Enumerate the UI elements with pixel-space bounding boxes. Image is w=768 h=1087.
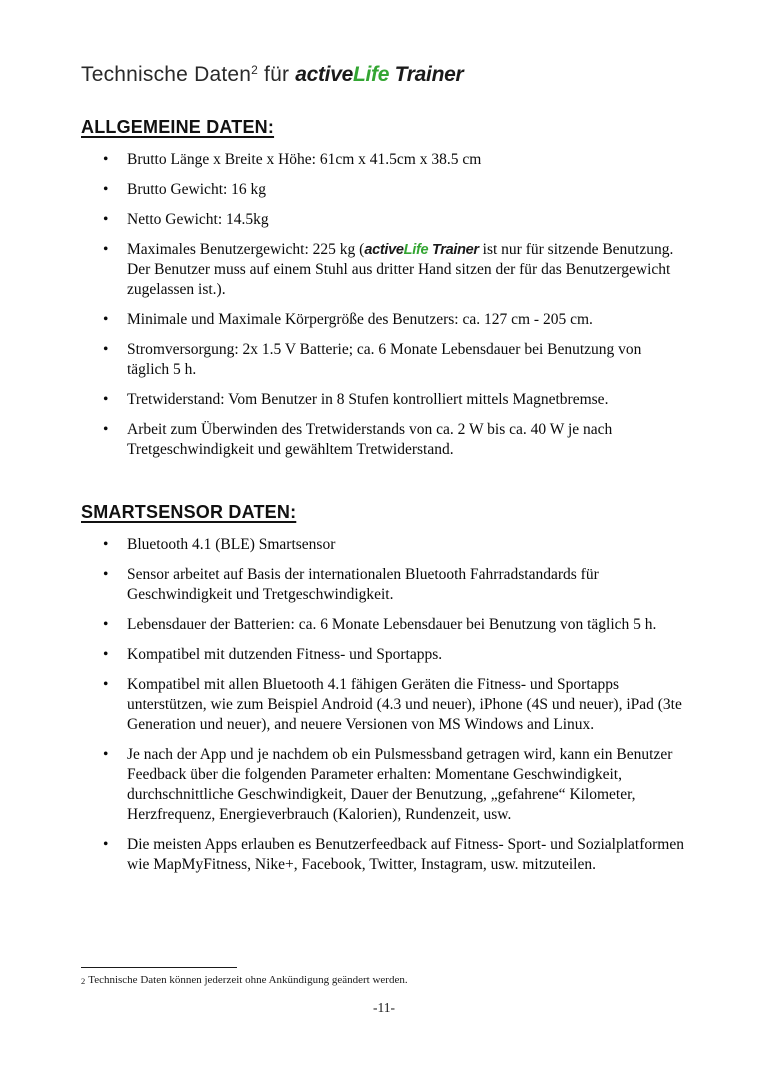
spec-item-abmessungen: • Brutto Länge x Breite x Höhe: 61cm x 41.5cm x 38.5 cm bbox=[81, 150, 687, 170]
activelife-trainer-logo bbox=[364, 242, 478, 258]
spec-item-arbeit: • Arbeit zum Überwinden des Tretwiderstands von ca. 2 W bis ca. 40 W je nach Tretgeschwindigkeit und gewähltem Tretwiderstand. bbox=[81, 420, 687, 460]
page-number: -11- bbox=[373, 1000, 395, 1015]
footnote-separator-rule bbox=[81, 967, 237, 968]
spec-item-sozialplatformen: • Die meisten Apps erlauben es Benutzerfeedback auf Fitness- Sport- und Sozialplatformen wie MapMyFitness, Nike+, Facebook, Twitter, Instagram, usw. mitzuteilen. bbox=[81, 835, 687, 875]
spec-item-stromversorgung: • Stromversorgung: 2x 1.5 V Batterie; ca. 6 Monate Lebensdauer bei Benutzung von täglich 5 h. bbox=[81, 340, 687, 380]
page-footer bbox=[81, 967, 687, 1016]
activelife-trainer-logo bbox=[295, 63, 463, 86]
spec-item-batterie-lebensdauer: • Lebensdauer der Batterien: ca. 6 Monate Lebensdauer bei Benutzung von täglich 5 h. bbox=[81, 615, 687, 635]
spec-item-koerpergroesse: • Minimale und Maximale Körpergröße des Benutzers: ca. 127 cm - 205 cm. bbox=[81, 310, 687, 330]
allgemeine-daten-list bbox=[81, 150, 687, 460]
section-heading-smartsensor-daten: SMARTSENSOR DATEN: bbox=[81, 502, 297, 522]
title-text: Technische Daten bbox=[81, 63, 252, 86]
page-title bbox=[81, 62, 687, 88]
logo-trainer: Trainer bbox=[428, 242, 479, 258]
spec-text-before-logo: Maximales Benutzergewicht: 225 kg ( bbox=[127, 241, 365, 258]
title-connector: für bbox=[258, 63, 296, 86]
spec-item-apps-kompatibel: • Kompatibel mit dutzenden Fitness- und Sportapps. bbox=[81, 645, 687, 665]
logo-life: Life bbox=[403, 242, 429, 258]
spec-item-netto-gewicht: • Netto Gewicht: 14.5kg bbox=[81, 210, 687, 230]
spec-item-tretwiderstand: • Tretwiderstand: Vom Benutzer in 8 Stufen kontrolliert mittels Magnetbremse. bbox=[81, 390, 687, 410]
spec-text-after-logo: ist nur für sitzende Benutzung. Der Benutzer muss auf einem Stuhl aus dritter Hand sitzen der für das Benutzergewicht zugelassen ist.). bbox=[127, 241, 674, 298]
spec-item-feedback-parameter: • Je nach der App und je nachdem ob ein Pulsmessband getragen wird, kann ein Benutzer Feedback über die folgenden Parameter erhalten: Momentane Geschwindigkeit, durchschnittliche Geschwindigkeit, Dauer der Benutzung, „gefahrene“ Kilometer, Herzfrequenz, Energieverbrauch (Kalorien), Rundenzeit, usw. bbox=[81, 745, 687, 825]
spec-item-brutto-gewicht: • Brutto Gewicht: 16 kg bbox=[81, 180, 687, 200]
footnote-text: Technische Daten können jederzeit ohne Ankündigung geändert werden. bbox=[88, 974, 408, 986]
logo-active: active bbox=[295, 63, 353, 86]
section-heading-allgemeine-daten: ALLGEMEINE DATEN: bbox=[81, 117, 275, 137]
title-footnote-ref: 2 bbox=[251, 63, 259, 77]
logo-active: active bbox=[364, 242, 404, 258]
spec-item-sensor-standards: • Sensor arbeitet auf Basis der internationalen Bluetooth Fahrradstandards für Geschwindigkeit und Tretgeschwindigkeit. bbox=[81, 565, 687, 605]
spec-item-max-benutzergewicht bbox=[81, 240, 687, 300]
logo-trainer: Trainer bbox=[389, 63, 464, 86]
footnote bbox=[81, 973, 687, 988]
spec-item-bluetooth: • Bluetooth 4.1 (BLE) Smartsensor bbox=[81, 535, 687, 555]
section-smartsensor-daten bbox=[81, 502, 687, 875]
logo-life: Life bbox=[352, 63, 390, 86]
spec-item-geraete-kompatibel: • Kompatibel mit allen Bluetooth 4.1 fähigen Geräten die Fitness- und Sportapps unterstützen, wie zum Beispiel Android (4.3 und neuer), iPhone (4S und neuer), iPad (3te Generation und neuer), and neuere Versionen von MS Windows and Linux. bbox=[81, 675, 687, 735]
footnote-marker: 2 bbox=[81, 976, 86, 986]
section-allgemeine-daten bbox=[81, 117, 687, 460]
smartsensor-daten-list bbox=[81, 535, 687, 875]
